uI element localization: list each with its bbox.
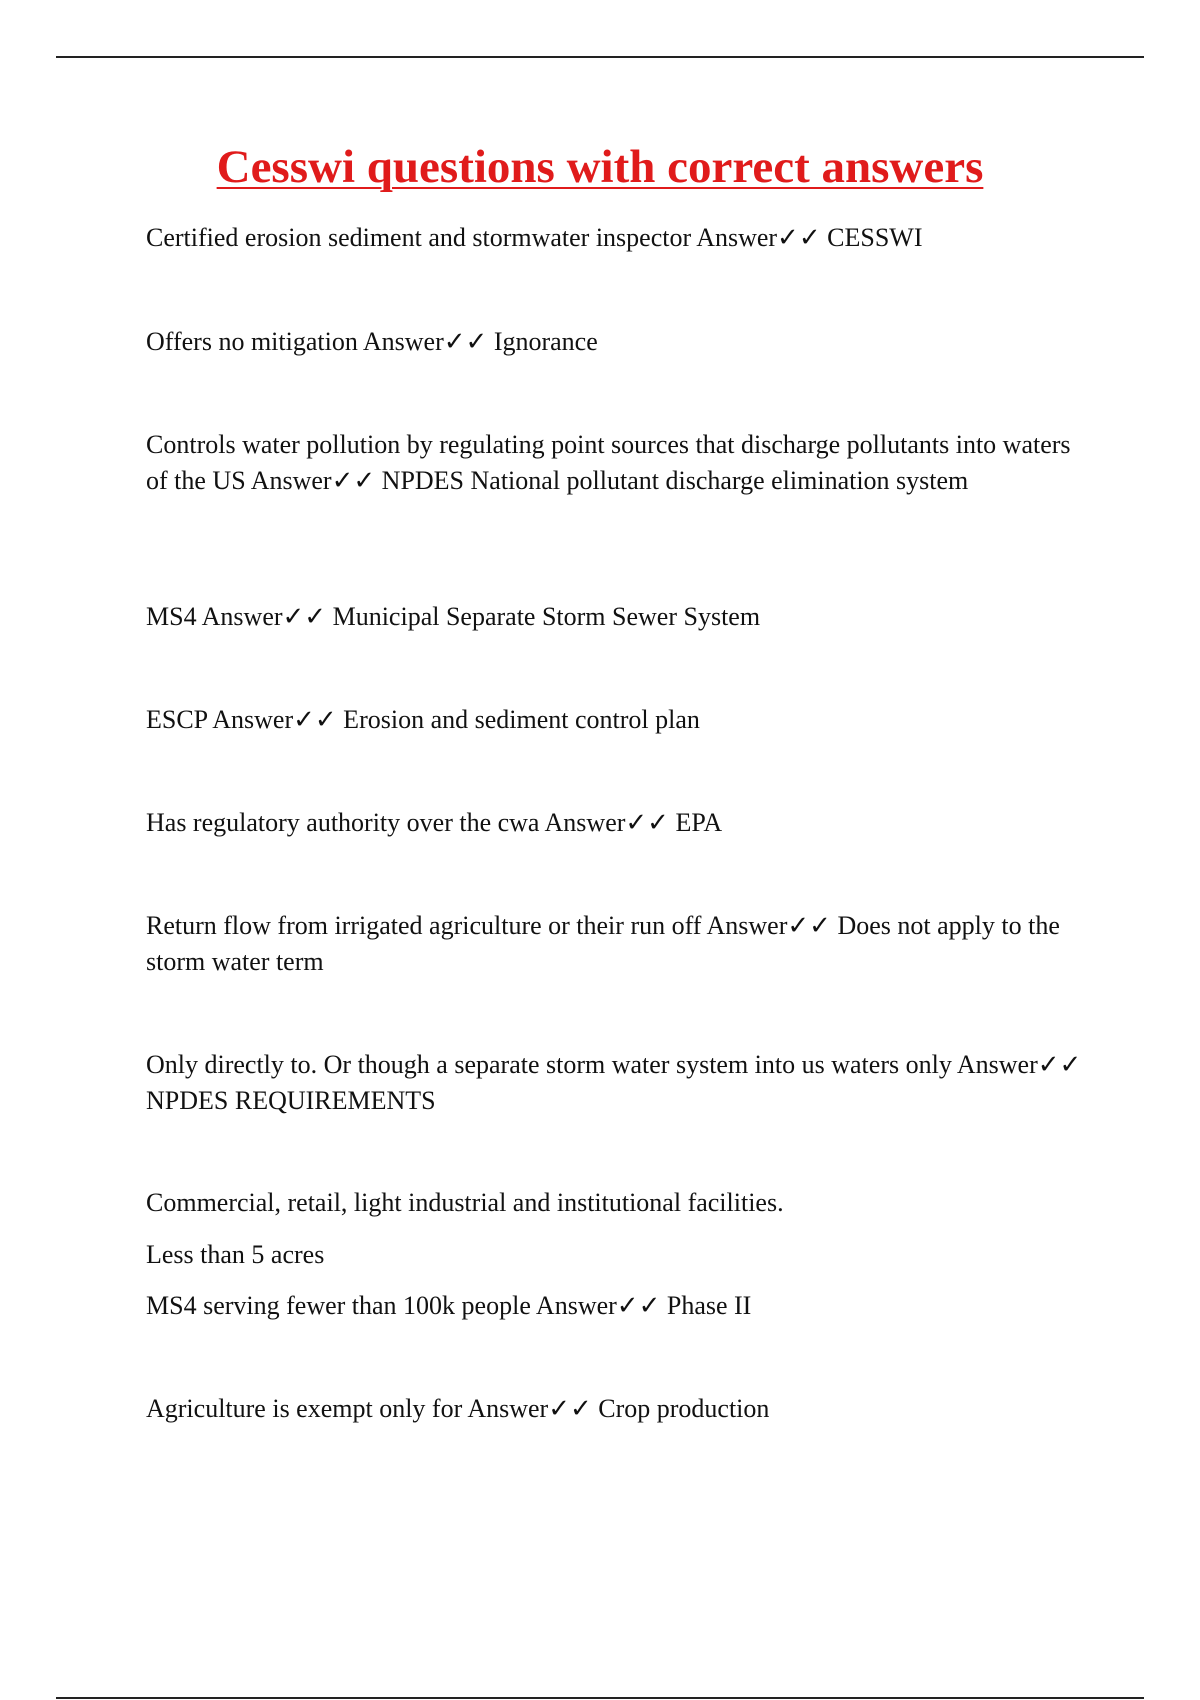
qa-item: Controls water pollution by regulating point sources that discharge pollutants into waters of the US Answer✓✓ NPDES National pollutant discharge elimination system [146, 430, 1071, 495]
qa-item: MS4 Answer✓✓ Municipal Separate Storm Sewer System [146, 602, 761, 631]
qa-line: Commercial, retail, light industrial and institutional facilities. [146, 1188, 784, 1217]
bottom-rule [56, 1697, 1144, 1699]
qa-item: Offers no mitigation Answer✓✓ Ignorance [146, 327, 598, 356]
top-rule [56, 56, 1144, 58]
qa-line: Less than 5 acres [146, 1240, 325, 1269]
qa-item: Agriculture is exempt only for Answer✓✓ Crop production [146, 1394, 770, 1423]
qa-item: Certified erosion sediment and stormwater inspector Answer✓✓ CESSWI [146, 223, 923, 252]
qa-item: Has regulatory authority over the cwa Answer✓✓ EPA [146, 808, 723, 837]
qa-item: Only directly to. Or though a separate storm water system into us waters only Answer✓✓ NPDES REQUIREMENTS [146, 1050, 1082, 1115]
qa-item: Return flow from irrigated agriculture or their run off Answer✓✓ Does not apply to the storm water term [146, 911, 1060, 976]
page-title: Cesswi questions with correct answers [216, 141, 984, 193]
qa-item: ESCP Answer✓✓ Erosion and sediment control plan [146, 705, 700, 734]
qa-line: MS4 serving fewer than 100k people Answer✓✓ Phase II [146, 1291, 752, 1320]
